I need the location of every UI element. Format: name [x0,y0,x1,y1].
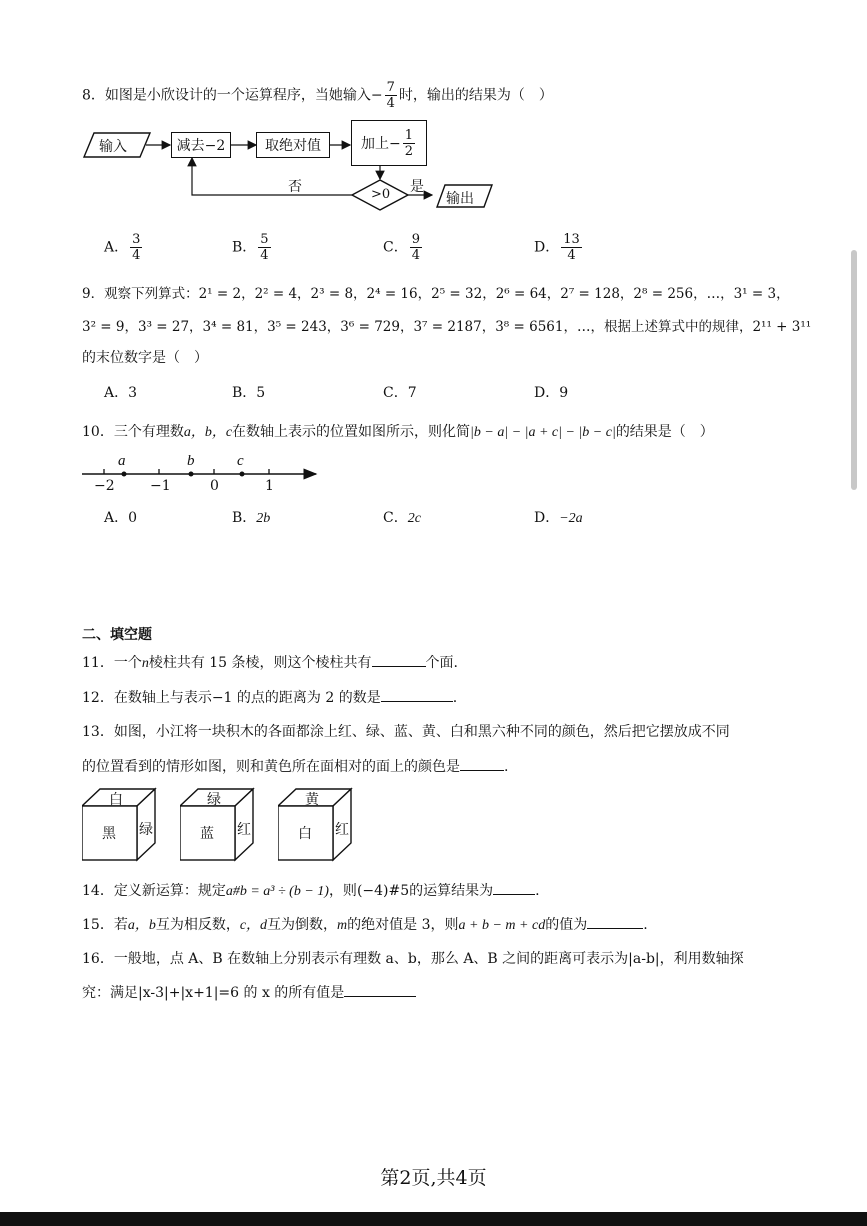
cube-3-side: 红 [335,822,349,838]
point-a [122,472,127,477]
flow-yes-label: 是 [410,179,424,195]
bottom-border [0,1212,867,1226]
q10-option-d: D．−2a [534,510,583,526]
axis-label-a: a [118,453,126,469]
axis-label-b: b [187,453,195,469]
q15-blank[interactable] [587,916,643,929]
q8-option-c: C． $\frac{9}{4}$ [383,232,420,263]
cube-2-top: 绿 [207,792,221,808]
q9-option-c: C．7 [383,385,417,401]
q8-option-d: D． $\frac{13}{4}$ [534,232,580,263]
point-c [240,472,245,477]
flow-input-label: 输入 [99,139,127,155]
cube-1-front: 黑 [102,826,116,842]
point-b [189,472,194,477]
cube-1-side: 绿 [139,822,153,838]
q8-option-d-fraction: $\frac{13}{4}$ [563,232,580,263]
cube-2-side: 红 [237,822,251,838]
q16-line2: 究：满足|x-3|+|x+1|=6 的 x 的所有值是 [82,982,416,1002]
q10-option-c: C．2c [383,510,421,526]
q11: 11．一个n棱柱共有 15 条棱，则这个棱柱共有 个面. [82,655,458,671]
page-footer: 第2页,共4页 [380,1167,487,1189]
section2-title: 二、填空题 [82,627,152,643]
flow-add-box: 加上− $\frac{1}{2}$ [351,120,427,166]
q8-option-b-fraction: $\frac{5}{4}$ [260,232,269,263]
q9-option-b: B．5 [232,385,266,401]
q16-line1: 16．一般地，点 A、B 在数轴上分别表示有理数 a、b，那么 A、B 之间的距离可表示为|a-b|，利用数轴探 [82,951,744,967]
q9-line2: 3² = 9，3³ = 27，3⁴ = 81，3⁵ = 243，3⁶ = 729，3⁷ = 2187，3⁸ = 6561，…，根据上述算式中的规律，2¹¹ + 3¹¹ [82,319,812,335]
q16-blank[interactable] [344,984,416,997]
flow-abs-box: 取绝对值 [256,132,330,158]
cube-3-top: 黄 [305,792,319,808]
axis-tick-label-0: 0 [210,478,219,494]
q15: 15．若a，b互为相反数，c，d互为倒数，m的绝对值是 3，则a + b − m + cd的值为 . [82,917,648,933]
axis-tick-label-1: 1 [265,478,274,494]
q8-option-c-fraction: $\frac{9}{4}$ [411,232,420,263]
q14: 14．定义新运算：规定a#b = a³ ÷ (b − 1)，则(−4)#5的运算结果为 . [82,883,540,899]
axis-tick-label-neg1: −1 [150,478,171,494]
q13-line2: 的位置看到的情形如图，则和黄色所在面相对的面上的颜色是 . [82,759,509,775]
cube-3-front: 白 [298,826,312,842]
cube-1 [82,786,162,866]
q11-blank[interactable] [372,654,426,667]
flow-no-label: 否 [288,179,302,195]
q14-blank[interactable] [493,882,535,895]
q10-stem: 10．三个有理数a，b，c在数轴上表示的位置如图所示，则化简|b − a| − |a + c| − |b − c|的结果是（ ） [82,424,714,440]
q8-option-a-fraction: $\frac{3}{4}$ [132,232,141,263]
q8-option-b: B． $\frac{5}{4}$ [232,232,269,263]
cube-2-front: 蓝 [200,826,214,842]
flow-cond-label: >0 [371,187,391,202]
q10-option-b: B．2b [232,510,271,526]
cube-3 [278,786,358,866]
q8-input-fraction: $\frac{7}{4}$ [386,80,395,111]
scrollbar[interactable] [851,250,857,490]
q9-line3: 的末位数字是（ ） [82,350,208,366]
q8-stem: 8．如图是小欣设计的一个运算程序，当她输入− $\frac{7}{4}$ 时，输出的结果为（ ） [82,80,553,111]
q9-option-a: A．3 [104,385,138,401]
q10-option-a: A．0 [104,510,138,526]
q9-line1: 9．观察下列算式：2¹ = 2，2² = 4，2³ = 8，2⁴ = 16，2⁵ = 32，2⁶ = 64，2⁷ = 128，2⁸ = 256，…，3¹ = 3， [82,286,790,302]
flow-output-label: 输出 [446,191,474,207]
cube-1-top: 白 [109,792,123,808]
flow-add-fraction: $\frac{1}{2}$ [404,127,413,159]
q13-line1: 13．如图，小江将一块积木的各面都涂上红、绿、蓝、黄、白和黑六种不同的颜色，然后把它摆放成不同 [82,724,730,740]
q12: 12．在数轴上与表示−1 的点的距离为 2 的数是 . [82,690,458,706]
flow-minus2-box: 减去−2 [171,132,231,158]
q8-option-a: A． $\frac{3}{4}$ [104,232,141,263]
cube-2 [180,786,260,866]
q12-blank[interactable] [381,689,453,702]
axis-tick-label-neg2: −2 [94,478,115,494]
q13-blank[interactable] [460,758,504,771]
q9-option-d: D．9 [534,385,569,401]
axis-label-c: c [237,453,244,469]
